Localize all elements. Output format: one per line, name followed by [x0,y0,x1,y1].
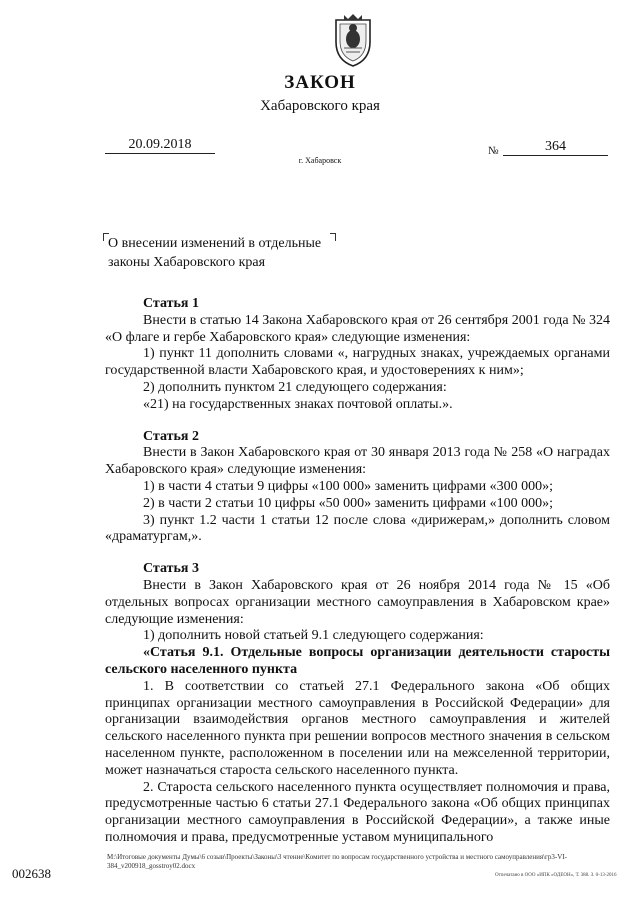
document-date: 20.09.2018 [105,137,215,154]
paragraph: 1) дополнить новой статьей 9.1 следующего содержания: [143,628,484,644]
file-path-footer: M:\Итоговые документы Думы\6 созыв\Проекты\Законы\3 чтение\Комитет по вопросам государственного устройства и местного самоуправления\гр3-VI-384_v200918_gosstroy02.docx [107,853,567,870]
document-code: 002638 [12,866,51,881]
paragraph: 2) дополнить пунктом 21 следующего содержания: [143,379,447,395]
paragraph: Внести в статью 14 Закона Хабаровского края от 26 сентября 2001 года № 324 «О флаге и гербе Хабаровского края» следующие изменения: [105,312,610,345]
document-number: 364 [503,139,608,156]
paragraph: 2) в части 2 статьи 10 цифры «50 000» заменить цифрами «100 000»; [143,495,553,511]
paragraph: 1) в части 4 статьи 9 цифры «100 000» заменить цифрами «300 000»; [143,478,553,494]
document-city: г. Хабаровск [298,156,342,165]
document-subtitle: Хабаровского края [260,98,380,114]
document-title: ЗАКОН [284,72,356,93]
paragraph: 1) пункт 11 дополнить словами «, нагрудных знаках, учреждаемых органами государственной власти Хабаровского края, и удостоверениях к ним»; [105,346,610,379]
subject-line-1: О внесении изменений в отдельные [108,236,322,251]
number-sign: № [488,145,499,157]
subject-line-2: законы Хабаровского края [108,255,266,270]
paragraph: 3) пункт 1.2 части 1 статьи 12 после слова «дирижерам,» дополнить словом «драматургам,». [105,512,610,545]
paragraph: 1. В соответствии со статьей 27.1 Федерального закона «Об общих принципах организации местного самоуправления в Российской Федерации» для организации взаимодействия органов местного самоуправления и жителей сельского населенного пункта при решении вопросов местного значения в сельском населенном пункте, расположенном в поселении или на межселенной территории, может назначаться староста сельского населенного пункта. [105,678,610,778]
paragraph: Внести в Закон Хабаровского края от 30 января 2013 года № 258 «О наградах Хабаровского края» следующие изменения: [105,445,610,478]
article-heading: «Статья 9.1. Отдельные вопросы организации деятельности старосты сельского населенного пункта [105,645,610,677]
paragraph: 2. Староста сельского населенного пункта осуществляет полномочия и права, предусмотренные частью 6 статьи 27.1 Федерального закона «Об общих принципах организации местного самоуправления в Российской Федерации», а также иные полномочия и права, предусмотренные уставом муниципального [105,779,610,845]
coat-of-arms-emblem [330,12,376,68]
article-heading: Статья 2 [143,428,199,444]
article-heading: Статья 3 [143,561,199,577]
printer-imprint: Отпечатано в ООО «ИПК «ОДЕОН», Т. 388. З. 0-13-2016 [495,873,617,878]
document-body [105,296,610,847]
paragraph: «21) на государственных знаках почтовой оплаты.». [143,396,453,412]
paragraph: Внести в Закон Хабаровского края от 26 ноября 2014 года № 15 «Об отдельных вопросах организации местного самоуправления в Хабаровском крае» следующие изменения: [105,577,610,627]
document-subject [108,234,358,272]
article-heading: Статья 1 [143,296,199,311]
